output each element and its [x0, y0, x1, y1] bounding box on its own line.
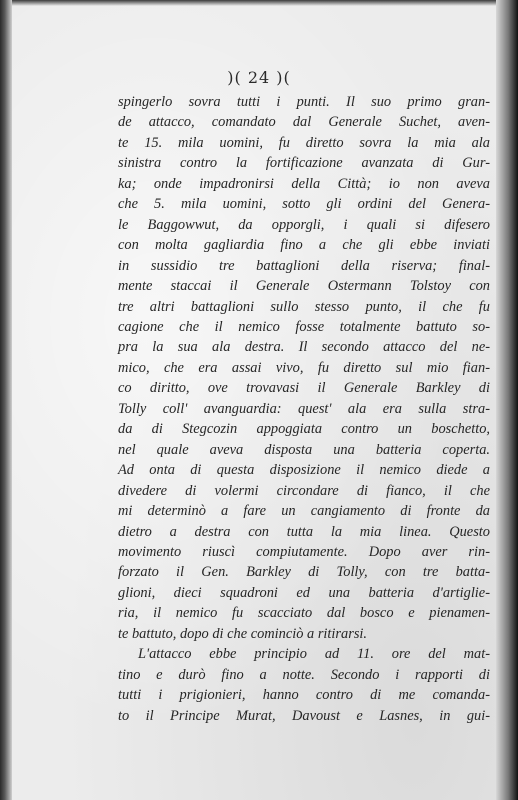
page-number: )( 24 )(: [227, 68, 291, 87]
text-line: Tolly coll' avanguardia: quest' ala era sulla stra-: [118, 400, 490, 417]
text-line: nel quale aveva disposta una batteria coperta.: [118, 441, 490, 458]
text-line: spingerlo sovra tutti i punti. Il suo primo gran-: [118, 94, 490, 110]
body-text: [118, 92, 490, 726]
text-line: in sussidio tre battaglioni della riserva; final-: [118, 257, 490, 274]
text-line: mi determinò a fare un cangiamento di fronte da: [118, 503, 490, 520]
text-line: da di Stegcozin appoggiata contro un boschetto,: [118, 421, 490, 438]
text-line: Ad onta di questa disposizione il nemico diede a: [118, 462, 490, 479]
text-line: le Baggowwut, da opporgli, i quali si difesero: [118, 216, 490, 233]
text-line: co diritto, ove trovavasi il Generale Barkley di: [118, 380, 490, 397]
text-line: pra la sua ala destra. Il secondo attacco del ne-: [118, 339, 490, 356]
text-line: te battuto, dopo di che cominciò a ritirarsi.: [118, 625, 368, 642]
text-line: mico, che era assai vivo, fu diretto sul mio fian-: [118, 359, 490, 376]
text-line: to il Principe Murat, Davoust e Lasnes, in gui-: [118, 707, 490, 724]
text-line: con molta gagliardia fino a che gli ebbe inviati: [118, 237, 490, 254]
text-line: divedere di volermi circondare di fianco, il che: [118, 482, 490, 499]
text-line: tre altri battaglioni sullo stesso punto, il che fu: [118, 298, 490, 315]
page-right-edge: [496, 0, 518, 800]
text-line: glioni, dieci squadroni ed una batteria d'artiglie-: [118, 584, 490, 601]
text-line: tino e durò fino a notte. Secondo i rapporti di: [118, 666, 490, 683]
text-line: ka; onde impadronirsi della Città; io non aveva: [118, 175, 490, 192]
text-line: cagione che il nemico fosse totalmente battuto so-: [118, 318, 490, 335]
text-line: movimento riuscì compiutamente. Dopo aver rin-: [118, 543, 490, 560]
text-line: ria, il nemico fu scacciato dal bosco e pienamen-: [118, 605, 490, 622]
text-line: tutti i prigionieri, hanno contro di me comanda-: [118, 687, 490, 704]
text-line: mente staccai il Generale Ostermann Tolstoy con: [118, 278, 490, 295]
text-line: sinistra contro la fortificazione avanzata di Gur-: [118, 155, 490, 172]
text-line: L'attacco ebbe principio ad 11. ore del mat-: [138, 646, 490, 663]
text-line: dietro a destra con tutta la mia linea. Questo: [118, 523, 490, 540]
page-left-edge: [0, 0, 12, 800]
text-line: forzato il Gen. Barkley di Tolly, con tre batta-: [118, 564, 490, 581]
text-line: de attacco, comandato dal Generale Suchet, aven-: [118, 114, 490, 131]
text-line: che 5. mila uomini, sotto gli ordini del Genera-: [118, 196, 490, 213]
page-top-shadow: [0, 0, 518, 6]
text-line: te 15. mila uomini, fu diretto sovra la mia ala: [118, 134, 490, 151]
